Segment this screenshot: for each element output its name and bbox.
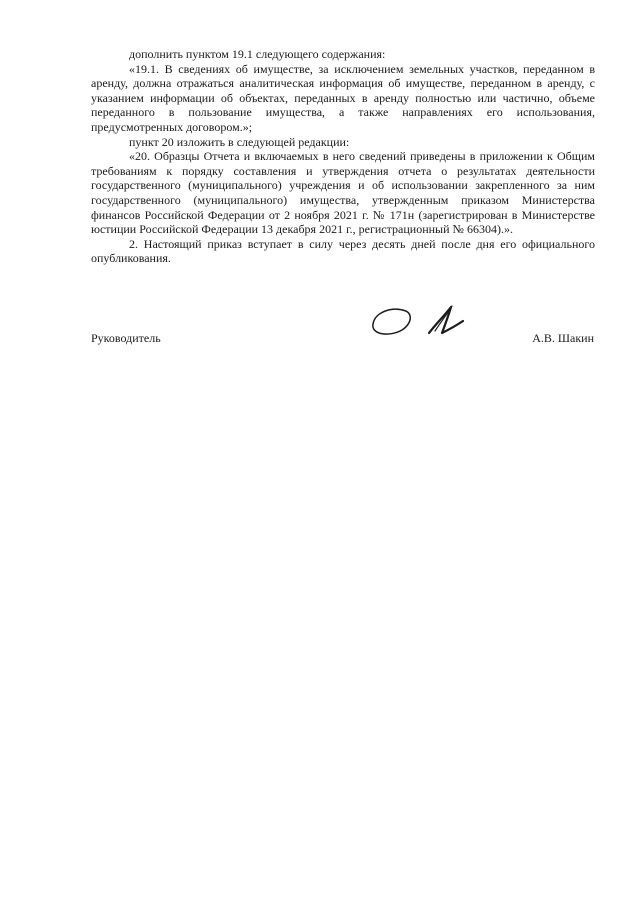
document-body <box>91 47 595 266</box>
signatory-name: А.В. Шакин <box>532 331 594 345</box>
paragraph-amendment-20-intro: пункт 20 изложить в следующей редакции: <box>129 134 350 149</box>
paragraph-effective-date: 2. Настоящий приказ вступает в силу через десять дней после дня его официального опубликования. <box>91 236 595 266</box>
paragraph-clause-20: «20. Образцы Отчета и включаемых в него сведений приведены в приложении к Общим требованиям к порядку составления и утверждения отчета о результатах деятельности государственного (муниципального) учреждения и об использовании закрепленного за ним государственного (муниципального) имущества, утвержденным приказом Министерства финансов Российской Федерации от 2 ноября 2021 г. № 171н (зарегистрирован в Министерстве юстиции Российской Федерации 13 декабря 2021 г., регистрационный № 66304).». <box>91 149 595 237</box>
paragraph-clause-19-1: «19.1. В сведениях об имуществе, за исключением земельных участков, переданном в аренду, должна отражаться аналитическая информация об имуществе, переданном в аренду, с указанием информации об объектах, переданных в аренду полностью или частично, объеме переданного в пользование имущества, а также направлениях его использования, предусмотренных договором.»; <box>91 61 595 134</box>
signatory-role: Руководитель <box>91 331 161 345</box>
paragraph-amendment-19-1-intro: дополнить пунктом 19.1 следующего содержания: <box>129 47 386 61</box>
signature-row <box>91 330 594 346</box>
